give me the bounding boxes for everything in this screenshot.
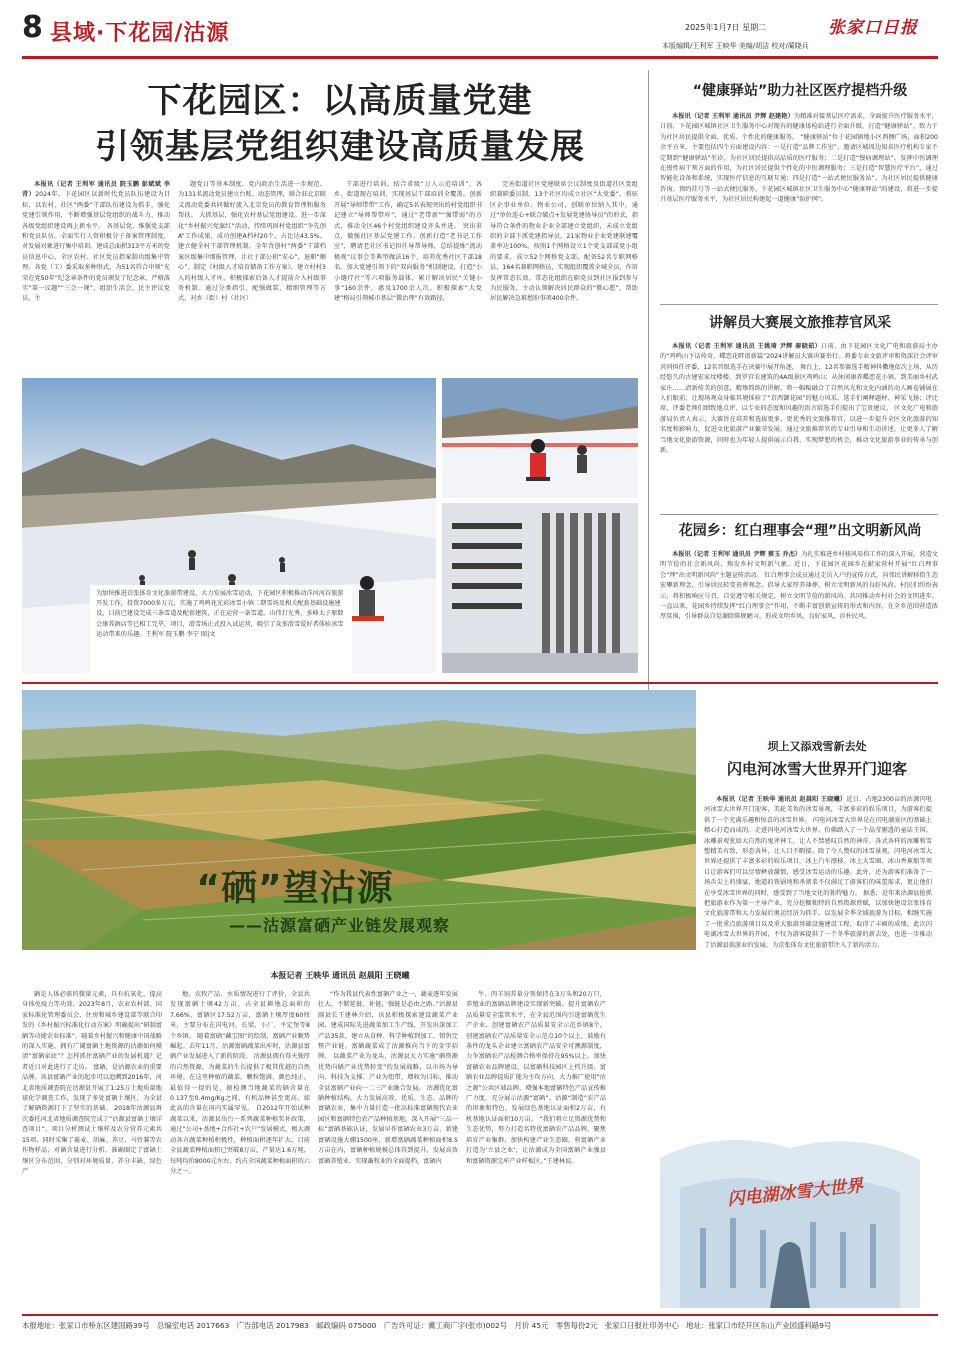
right2-body [660,342,938,508]
feature-col3 [318,990,458,1308]
footer-text: 本报地址：张家口市桥东区建国路39号 总编室电话 2017663 广告部电话 2017983 邮政编码 075000 广告许可证：冀工商广字(张市)002号 月价 45元 零售每份2元 张家口日报社印务中心 地址：张家口市经开区东山产业园盛科路9号 [22,1321,832,1330]
feature-title-box [140,860,450,936]
page-number: 8 [22,10,43,45]
right-divider-2 [660,514,938,515]
lead-col1 [22,180,170,372]
ski-photo-caption: 为加快推进京张体育文化旅游带建设，大力发展冰雪运动，下花园区积极推动洋河河谷旅游开发工作，投资7000多万元，实施了鸡鸣花光彩冰雪小镇二期雪场及相关配套基础设施建设，目前已建设完成三条雪道及配套建筑，正在运营一条雪道。山伟打光秀、多峰太子原数会康养酒店等已相工完毕，项目，滑雪场正式投入试运营，吸引了众多滑雪爱好者体验冰雪运动带来的乐趣。王利军 院玉鹏 李宁 图|文 [90,585,352,675]
ski-child-illustration [442,378,638,498]
right1-title: “健康驿站”助力社区医疗提档升级 [692,83,908,99]
section-title: 县域·下花园/沽源 [50,21,230,46]
lead-title-line1: 下花园区：以高质量党建 [147,81,533,121]
masthead [0,0,960,70]
lead-byline: 本报讯（记者 王利军 通讯员 院玉鹏 彭斌斌 李青） [22,181,170,199]
ski-photo-rental [442,503,638,673]
lead-title-line2: 引领基层党组织建设高质量发展 [95,127,585,167]
snow-byline: 本报讯（记者 王映华 通讯员 赵晨阳 王晓曦） [716,796,847,803]
feature-col2 [170,990,310,1308]
right2-byline: 本报讯（记者 王利军 通讯员 王姚琦 尹辉 秦晓茹） [672,343,822,350]
paper-logo: 张家口日报 [828,18,918,38]
right3-text: 为扎实推进乡村移风易俗工作的深入开展，营造文明节俭的社会新风尚，焕发乡村文明新气象。近日，下花园区花园乡在献家营村开展“红白理事会”理”出文明新风尚”主题宣传活动。 红白理事会成员通过走访入户的宣传方式，向邻民讲解移俗生态宏攀新理念，引导居民转变丧葬观念，倡导大家厚养薄葬，树立文明新风的良好风尚。村民们纷纷表示，将积极响应号召，自觉遵守相关规定，树立文明节俭的新风尚。共同推动乡村社会的文明进步。 一直以来，花园乡持续发挥“红白理事会”作用，不断丰富创新宣传的形式和内容，在全乡范围营造浓厚氛围，引导群众自觉谢除陈规陋习，形成文明乡风、良好家风、淳朴民风。 [660,551,938,621]
snow-kicker: 坝上又添戏雪新去处 [767,740,867,753]
right1-byline: 本报讯（记者 王利军 通讯员 尹辉 赵建艳） [672,113,794,120]
feature-title-sub: ——沽源富硒产业链发展观察 [228,916,450,935]
feature-col1 [22,990,162,1308]
feature-title-main: “硒”望沽源 [196,868,394,909]
feature-col4 [466,990,606,1308]
footer-rule [22,1314,938,1316]
snow-text: 近日，占地2300亩的沽源闪电河冰雪大世界开门迎客，美轮美奂的冰雪景观，丰富多彩的娱乐项目，为游客们提供了一个充满乐趣和惊喜的冰雪世界。 闪电河冰雪大世界是在闪电湖景区的基础上精心打造而成的。走进闪电河冰雪大世界，仿佛踏入了一个晶莹剔透的童话王国。冰雕景观犹如大自然的鬼斧神工，让人不禁感叹自然的神奇。各式各样的冰雕和雪塑精美有致，形态各异，让人目不暇接。除了令人赞叹的冰雪景观，闪电河冰雪大世界还提供了丰富多彩的娱乐项目，冰上汽车漂移、冰上大雪圈、冰山香蕉船等项目让游客们可以尽情释放激情，感受冰雪运动的乐趣。此外，还为游客们准备了一场舌尖上的盛宴，地道的铁锅炖和杀猪菜不仅满足了游客们的味蕾需求，更让他们在享受冰雪世界的同时，感受到了当地文化的独特魅力。 据悉，近年来沽源县抢抓把旅游业作为第一主导产业，充分挖掘独特的自然资源禀赋，以加快建设京张体育文化旅游带和大力发展后奥运经济为抓手，以发展全季全域旅游为目标，相继实施了一批重点旅游项目以及重大旅游基础设施建设工程，取得了丰硕的成绩。此次闪电湖冰雪大世界的开园，不仅为游客提供了一个冬季旅游的新去处，也进一步推动了沽源县旅游业的发展，为京张体育文化旅游带注入了新的活力。 [704,796,932,949]
right3-body [660,550,938,676]
right2-text: 日前，由下花园区文化广电和旅游局主办的“鸡鸣山下话传奇，蝶恋花畔谱新篇”2024讲解员大赛决赛举行。将委专业文旅评审和资深社会评审共同担任评委，12名晋级选手在决赛中展开角逐。 舞台上，12名参赛选手精神抖擞地依次上场，从历经悠久的古建宏家坟楼楼，到罗宫农建筑的4A级景区鸡鸣山；从休闲康养蝶恋花小镇、到美丽乡村武家庄……清新传美的创意，精炼简练的讲解，将一幅幅融合了自然风光和文化内涵的动人画卷铺展在人们眼前，让现场观众身临其境体验了“京西御花园”的魅力风采。选手们阐释题材、神采飞扬；评比席，评委老师们细致地点评，以专业的态度和风趣的语言给选手们提出了宝贵建议。 区文化广电和旅游局负责人表示，大赛旨在培养和选拔更多、更优秀的文旅推荐官，以进一步提升全区文化旅游的知名度和影响力，促进文化旅游产业繁荣发展。通过文旅推荐官的专业引导和生动讲述，让更多人了解当地文化旅游资源，同时也为年轻人提供展示自我、实现梦想的机会，推动文化旅游事业的传承与创新。 [660,343,938,455]
snow-title: 闪电河冰雪大世界开门迎客 [726,760,907,778]
mid-rule [22,682,938,684]
right1-body [660,112,938,298]
lead-title [60,78,620,170]
lead-col3-text: 干部进行培训。结合省级“万人示范培训”，各乡、街道现在培训，实现基层干部培训全覆盖。创新开展“导师带带”工作，确定5名表现突出的村党组织书记建立“导师帮带库”，通过“老带新”“强带弱”的方式，推动全区46个村党组织建设齐头并进。 突出重点，做强社区基层党建工作。创新打造“老书记工作室”，聘请老社区书记担任导帮导师，总结提炼“流动极观”议事会等典型做法16个，培养优秀社区干部18名。加大党建引领下的“双向服务”机制建设，打造“小小缝疗社”等六项服务载体，累计解决居民“关键小事”160余件，惠及1700余人次。积极探索“大党建”格局引领城市基层“微治理”有效路径， [334,181,482,303]
ski-photo-child [442,378,638,498]
right2-title: 讲解员大赛展文旅推荐官风采 [709,315,891,331]
ice-photo-sign: 闪电湖冰雪大世界 [726,1175,864,1211]
feature-col2-text: 地、农牧产品、水质情况进行了评价，全县共发现富硒土壤42万亩，占全县耕地总面积的7.66%，富硒区17.52万亩，富硒土壤厚度60厘米，主要分布在闪电河、长梁、小厂、平定堡等8个乡镇。 随着富硒“藏宝图”的绘制，富硒产业顺势崛起。去年11月，沽源富硒蔬菜出库时，沽源县富硒产业发展进入了新的阶段。 沽源县拥有得天独厚的自然资源，为蔬菜的生长提供了极其优越的自然环境。在这里种植的蔬菜，颗粒饱满、颜色纯正，最值得一提的是，据检测当地蔬菜的硒含量在0.137至0.4mg/Kg之间，有机品种甚至更高，如此高的含量在国内实属罕见。 自2012年开始试种蔬菜以来，沽源县出台一系列蔬菜种植奖补政策，通过“公司+基地+合作社+农户”发展模式，极大调动各方蔬菜种植积极性，种植面积逐年扩大。目前全县蔬菜种植面积已突破8万亩，产量达1.6万吨，每吨均价8000元左右，约占全国蔬菜种植面积的六分之一。 [170,991,310,1175]
lead-col2 [178,180,326,372]
lead-col3 [334,180,482,372]
snow-body [704,795,932,1119]
masthead-rule [22,56,938,59]
lead-col4-text: 完善街道社区党建联席会议制度及街道社区党组织兼职委员制，13个社区均成立社区“大党委”，将驻区企事业单位、物业公司、创联单位纳入其中。通过“单位连心+联合破点+发展党建协导员”的形式，指导符合条件的物业企业全部建立党组织，未成立党组织的全部下派党建指导员，21家物业企业党建联建覆盖率达100%。按照1个网格设立1个党支部或党小组的要求，成立52个网格党支部，配备52名专职网格员，164名兼职网格员，实现组织覆盖全城全员，作用发挥常态长效。常态化组织在职党员到社区报到参与为民服务，主动认领解决居民群众的“微心愿”，帮助居民解决急难愁盼事项400余件。 [490,181,638,303]
feature-col3-text: “作为我县代表性富硒产业之一，蔬麦逐年发展壮大，不断延链、补链，强链是必由之路。”沽源县副县长王建林介绍，该县积极探索建设蔬菜产业园，建成国际先进蔬菜加工生产线，开发出深加工产品35款，建立从育种、科学种植到加工、销售完整产业链。富硒蔬菜成了沽源推向当下的金字招牌。 以蔬菜产业为龙头，沽源县大力实施“硒资源优势向硒产业优势转变”的发展战略，以市场为导向、科技为支撑、产业为纽带、增收为目标，推动全县富硒产业向一二三产业融合发展。 沽源优化富硒种植结构，大力发展高效、优质、生态、品牌的富硒农业，集中力量打造一批高标准富硒现代农业园区和富硒特色农产品种植基地。深入开展“三品一标”富硒基础认证，发展早作富硒农业3万亩，新建富硒设施大棚1500座，新增富硒蔬菜种植面积8.5万亩在内，富硒种植规模总体得到提升，发展高效富硒养殖业，实现畜牧业的全面提档，富硒内 [318,991,458,1165]
feature-col4-text: 牛、肉羊饲养量分别保持在3万头和20万只，养殖业的富硒品牌建设实现新突破。提升富硒农产品质量安全监管水平，在全县范围内引进富硒优生产企业，创建富硒农产品质量安全示范乡镇8个，创建富硒农产品质量安全示范点10个以上，鼓励有条件的龙头企业建立富硒农产品安全可溯源制度，力争富硒农产品检测合格率保持在95%以上。加快富硒农业品牌建设，以富硒科技园区上档升级、富硒农业品牌提质扩能为主攻方向，大力推广使用“沽之源”公共区域品牌，增强本地富硒特色产品宣传推广力度，充分展示沽源“富硒”、沽源“制造”农产品的形象和特色，发展绿色基地认证面积2万亩，有机基地认证面积10万亩。 “我们将立足资源优势和生态优势，努力打造名特优富硒农产品品牌，聚焦培育产业集群，加快构建产业生态圈，将富硒产业打造为‘立县之业’，让沽源成为全国富硒产业强县和富硒资源宝库产业样板区。”王建林说。 [466,991,606,1165]
ski-rental-illustration [442,503,638,673]
right3-title: 花园乡：红白理事会“理”出文明新风尚 [678,523,922,539]
lead-col4 [490,180,638,372]
lead-col1-text: 2024年，下花园区以新时代党员队伍建设为目标，以农村、社区“两委”干部队伍建设为抓手，强化党建引领作用，不断增强基层党组织的战斗力、推动各级党组织建设再上新水平。 各基层党，维强党支部和党员队伍。全面实行人资积极分子备案管理制度，对发展对象进行集中培训。建成总面积313平方米的党员信息中心，全区农村、社区党员指案制功级集中管理。各党（工）委采取多种形式，为51名符合申领“光荣在党50年”纪念章条件的党员颁发了纪念章。严格落实“第一议题”“三会一课”，组织生活会、民主评议党员、主 [22,191,170,303]
feature-col1-text: 硒是人体必需的微量元素，具有抗氧化、提高身体免疫力等功效。2023年8月，农业农村部、国家标准化管理委员会、住房和城乡建设部等联合印发的《乡村振兴标准化行动方案》明确提出“研制富硒等功能农业标准”。随着乡村振兴和健康中国战略的深入实施，拥有广阔富硒土地资源的沽源如何摸清“富硒家底”？怎样抓住富硒产业的发展机遇？记者近日对此进行了走访。 富硒，是沽源农业的重要品牌。该县富硒产业的起步可以追溯到2016年，河北省地质调查院在沽源县开展了1:25万土地质量地球化学调查工作，发现了多处富硒土壤区，为全县了解硒资源打下了坚实的基础。 2018年沽源县再次委托河北省地质调查院完成了“沽源县富硒土壤详查项目”，项目分析测试土壤样及农分营养元素共15项，同时采集了莜麦、胡麻、荞豆、马铃薯等农作物样品，对硒含量进行分析，准确圈定了富硒土壤区分布范围，分别对环境质量、养分丰缺、绿色产 [22,991,162,1175]
feature-byline: 本报记者 王映华 通讯员 赵晨阳 王晓曦 [270,971,410,980]
column-divider [648,70,649,728]
date-line: 2025年1月7日 星期二 [685,23,767,32]
lead-col2-text: 题党日等基本制度，党内政治生活进一步规范。为131名流动党员建立台账、动态管理，联合驻北京联义流动党委共同做好流入北京党员的教育管理和服务帮扶。 大抓基层，强化农村基层党组建设。进一步深化“乡村振兴党旗红”活动，持续巩固村党组织“争先创A”工作成果，成功创建A档村20个，占比达43.5%。建立健全村干部管理机制，全年背创村“两委”干部档案区级集中细报管理，计社于部公积“安心”，退职“顺心”。制定《村级人才培育储备工作方案》，建立村村3人的村级人才库，积极探索后备人才提前介入村级事务机制。通过分类指引、配强做装，精细管理等方式，对乡（街）村（社区） [178,181,326,303]
right3-byline: 本报讯（记者 王利军 通讯员 尹辉 蔡玉 乔杰） [672,551,802,558]
right-divider-1 [660,304,938,305]
right1-text: 为精准对接基层医疗需求，全面提升医疗服务水平，日前，下花园区城镇社区卫生服务中心对现有的健康体检站进行全面升级，打造“健康驿站”，致力于为社区居民提供全面、优质、个性化的健康服务。 “健康驿站”位于花园镇地小区西侧广场，面积200余平方米，主要包括四个方面建设内容：一是打造“品牌工作室”，邀请区城周边知名医疗机构专家不定期到“健康驿站”坐诊，为社区居民提供高品质的医疗服务；二是打造“慢病调理站”，发挥中医调理在慢性病干预方面的作用，为社区居民提供个性化的中医调理服务；三是打造“智慧医疗平台”，通过智能化设备和系统，实现医疗信息的互联互通；四是打造“一站式便民服务站”，为社区居民提供健康咨询、预约挂号等一站式便民服务。下花园区城镇社区卫生服务中心“健康驿站”的建设，将进一步提升基层医疗服务水平，为社区居民构建起一道健康“防护网”。 [660,113,938,204]
editor-line: 本版编辑/王利军 王映华 美编/胡洁 校对/蔺晓兵 [662,42,809,50]
